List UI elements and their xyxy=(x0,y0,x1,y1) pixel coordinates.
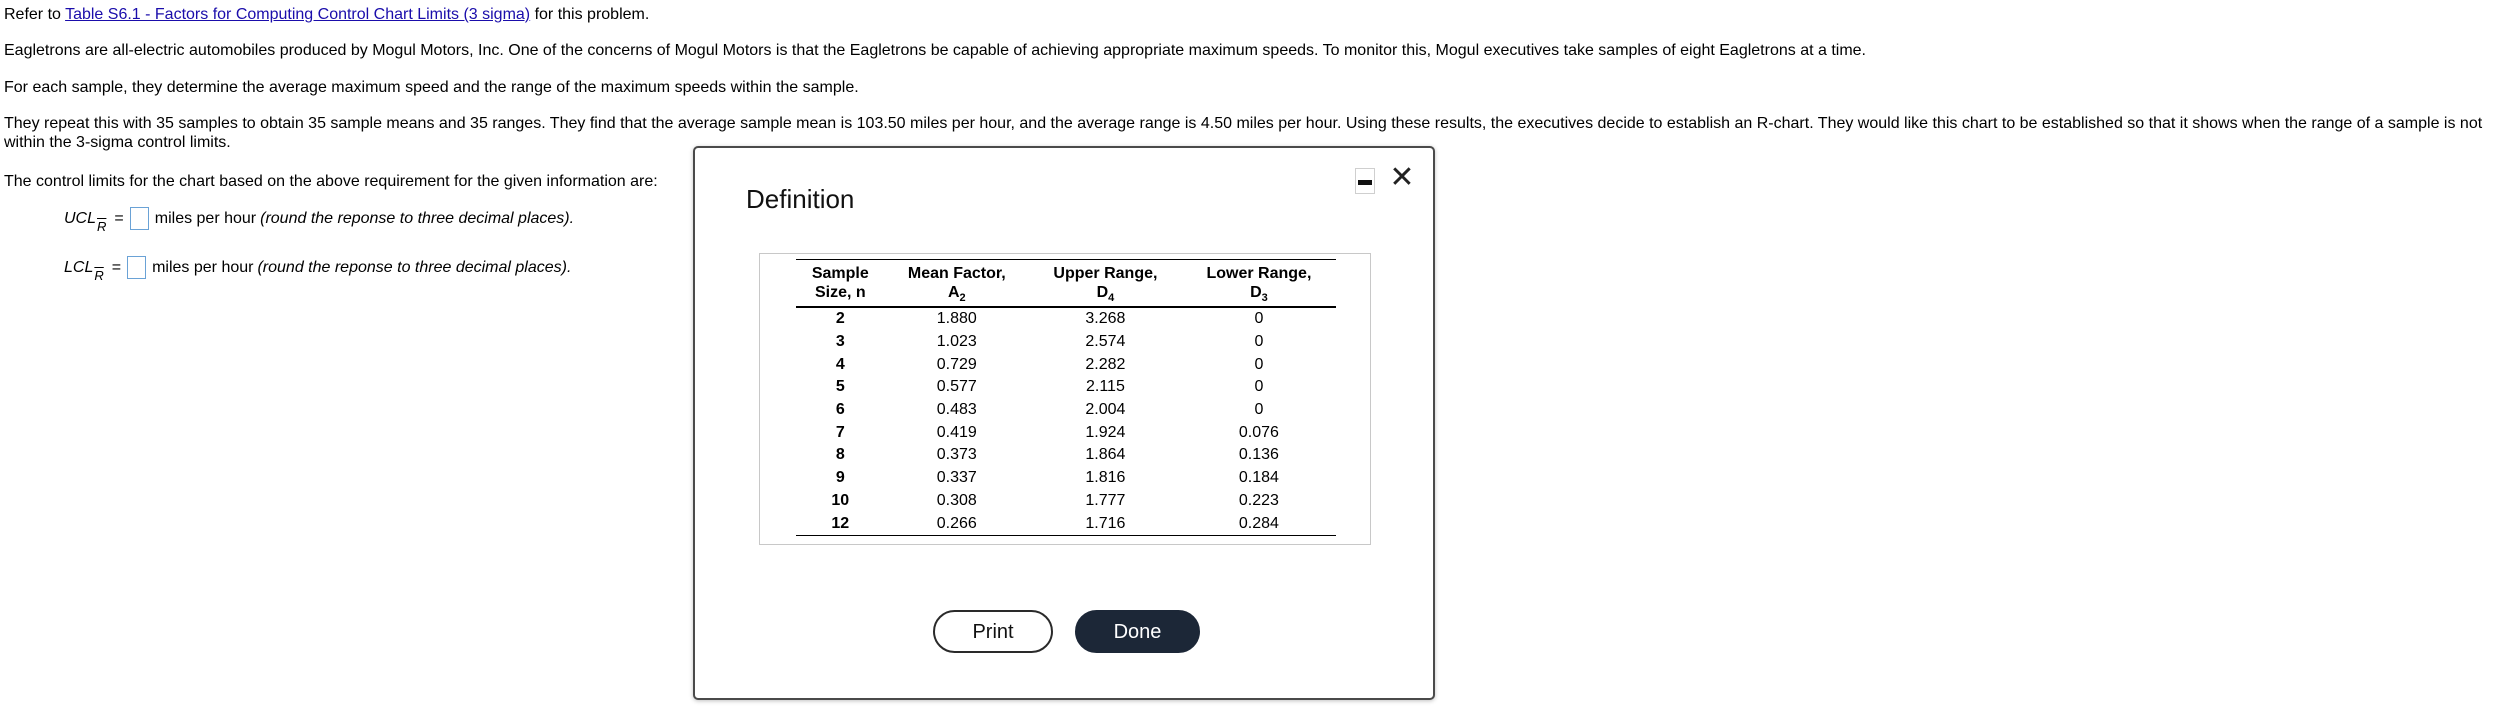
factors-table-frame xyxy=(759,253,1371,545)
problem-paragraph-sample: For each sample, they determine the average maximum speed and the range of the maximum speeds within the sample. xyxy=(4,79,859,96)
cell-d3: 0.136 xyxy=(1238,446,1279,464)
table-reference-link[interactable]: Table S6.1 - Factors for Computing Control Chart Limits (3 sigma) xyxy=(65,6,531,23)
table-row xyxy=(796,307,1336,331)
ucl-label xyxy=(64,209,107,234)
cell-sample-size: 9 xyxy=(835,469,845,487)
done-button[interactable]: Done xyxy=(1075,610,1200,653)
cell-a2: 0.266 xyxy=(885,512,1029,535)
table-row xyxy=(796,353,1336,376)
cell-sample-size: 7 xyxy=(835,423,845,441)
cell-d4: 2.004 xyxy=(1085,401,1126,419)
definition-dialog xyxy=(693,146,1435,700)
cell-d3: 0.184 xyxy=(1238,469,1279,487)
cell-a2: 1.023 xyxy=(936,333,977,351)
cell-sample-size: 8 xyxy=(835,446,845,464)
lcl-equals: = xyxy=(111,258,122,276)
cell-a2: 0.373 xyxy=(936,446,977,464)
table-row xyxy=(796,376,1336,399)
cell-sample-size: 3 xyxy=(835,333,845,351)
header-sample-size xyxy=(796,260,885,308)
table-row xyxy=(796,467,1336,490)
header-upper-range-line1: Upper Range, xyxy=(1053,265,1158,282)
table-row xyxy=(796,331,1336,354)
header-upper-range xyxy=(1029,260,1182,308)
cell-sample-size: 12 xyxy=(796,512,885,535)
cell-d3: 0 xyxy=(1254,401,1264,419)
a2-symbol: A xyxy=(947,284,960,301)
cell-d4: 3.268 xyxy=(1085,310,1126,328)
cell-a2: 1.880 xyxy=(936,310,977,328)
header-sample-size-line1: Sample xyxy=(811,265,869,282)
cell-d4: 2.282 xyxy=(1085,355,1126,373)
table-row xyxy=(796,444,1336,467)
cell-d4: 2.115 xyxy=(1086,378,1125,396)
d4-symbol: D xyxy=(1096,284,1109,301)
cell-d3: 0.223 xyxy=(1238,491,1279,509)
cell-d3: 0 xyxy=(1254,333,1264,351)
refer-prefix: Refer to xyxy=(4,6,66,23)
lcl-label-text: LCL xyxy=(64,258,94,276)
table-row xyxy=(796,399,1336,422)
ucl-label-text: UCL xyxy=(64,209,97,227)
ucl-unit: miles per hour xyxy=(154,209,257,227)
refer-suffix: for this problem. xyxy=(530,6,650,23)
cell-a2: 0.308 xyxy=(936,491,977,509)
print-button[interactable]: Print xyxy=(933,610,1053,653)
cell-d4: 1.777 xyxy=(1085,491,1126,509)
factors-table xyxy=(796,259,1336,536)
header-lower-range xyxy=(1182,260,1336,308)
d3-symbol: D xyxy=(1250,284,1262,301)
dialog-title: Definition xyxy=(746,184,855,214)
control-limits-prompt: The control limits for the chart based on the above requirement for the given information are: xyxy=(4,173,658,190)
cell-sample-size: 5 xyxy=(835,378,845,396)
header-mean-factor-symbol xyxy=(889,283,1025,304)
cell-d3: 0.284 xyxy=(1182,512,1336,535)
header-sample-size-line2: Size, n xyxy=(814,284,866,301)
lcl-input[interactable] xyxy=(127,256,146,279)
cell-d3: 0 xyxy=(1254,310,1264,328)
lcl-rounding-note: (round the reponse to three decimal places). xyxy=(257,258,572,276)
header-upper-range-symbol xyxy=(1033,283,1178,304)
problem-paragraph-intro: Eagletrons are all-electric automobiles produced by Mogul Motors, Inc. One of the concerns of Mogul Motors is that the Eagletrons be capable of achieving appropriate maximum speeds. To monitor this, Mogul executives take samples of eight Eagletrons at a time. xyxy=(4,42,1866,59)
cell-d3: 0.076 xyxy=(1238,423,1279,441)
ucl-equals: = xyxy=(114,209,124,227)
cell-a2: 0.577 xyxy=(936,378,977,396)
table-header-row xyxy=(796,260,1336,308)
table-row xyxy=(796,490,1336,513)
ucl-row xyxy=(64,207,575,234)
header-lower-range-line1: Lower Range, xyxy=(1206,265,1312,282)
cell-a2: 0.729 xyxy=(936,355,977,373)
cell-a2: 0.419 xyxy=(936,423,977,441)
minimize-icon[interactable] xyxy=(1355,168,1375,194)
cell-d3: 0 xyxy=(1254,355,1264,373)
ucl-subscript: $\overline{R}$ xyxy=(97,218,107,234)
cell-d4: 2.574 xyxy=(1085,333,1126,351)
d4-subscript: 4 xyxy=(1108,292,1115,304)
a2-subscript: 2 xyxy=(959,292,966,304)
cell-sample-size: 10 xyxy=(831,491,850,509)
table-row xyxy=(796,421,1336,444)
header-mean-factor-line1: Mean Factor, xyxy=(907,265,1006,282)
lcl-subscript: $\overline{R}$ xyxy=(94,267,104,283)
d3-subscript: 3 xyxy=(1261,292,1268,304)
header-lower-range-symbol xyxy=(1186,283,1332,304)
problem-paragraph-data: They repeat this with 35 samples to obtain 35 sample means and 35 ranges. They find that the average sample mean is 103.50 miles per hour, and the average range is 4.50 miles per hour. Using these results, the executives decide to establish an R-chart. They would like this chart to be established so that it shows when the range of a sample is not within the 3-sigma control limits. xyxy=(4,115,2483,151)
cell-d4: 1.924 xyxy=(1085,423,1126,441)
lcl-unit: miles per hour xyxy=(152,258,254,276)
lcl-row xyxy=(64,256,572,283)
refer-line xyxy=(4,5,649,24)
cell-d3: 0 xyxy=(1254,378,1264,396)
lcl-label xyxy=(64,258,104,283)
cell-a2: 0.337 xyxy=(936,469,977,487)
cell-d4: 1.816 xyxy=(1085,469,1126,487)
cell-a2: 0.483 xyxy=(936,401,977,419)
cell-sample-size: 6 xyxy=(835,401,845,419)
cell-d4: 1.716 xyxy=(1029,512,1182,535)
ucl-input[interactable] xyxy=(130,207,149,230)
cell-d4: 1.864 xyxy=(1085,446,1126,464)
header-mean-factor xyxy=(885,260,1029,308)
close-icon[interactable]: ✕ xyxy=(1389,161,1415,194)
ucl-rounding-note: (round the reponse to three decimal places). xyxy=(260,209,575,227)
cell-sample-size: 4 xyxy=(835,355,845,373)
table-row xyxy=(796,512,1336,535)
cell-sample-size: 2 xyxy=(835,310,845,328)
